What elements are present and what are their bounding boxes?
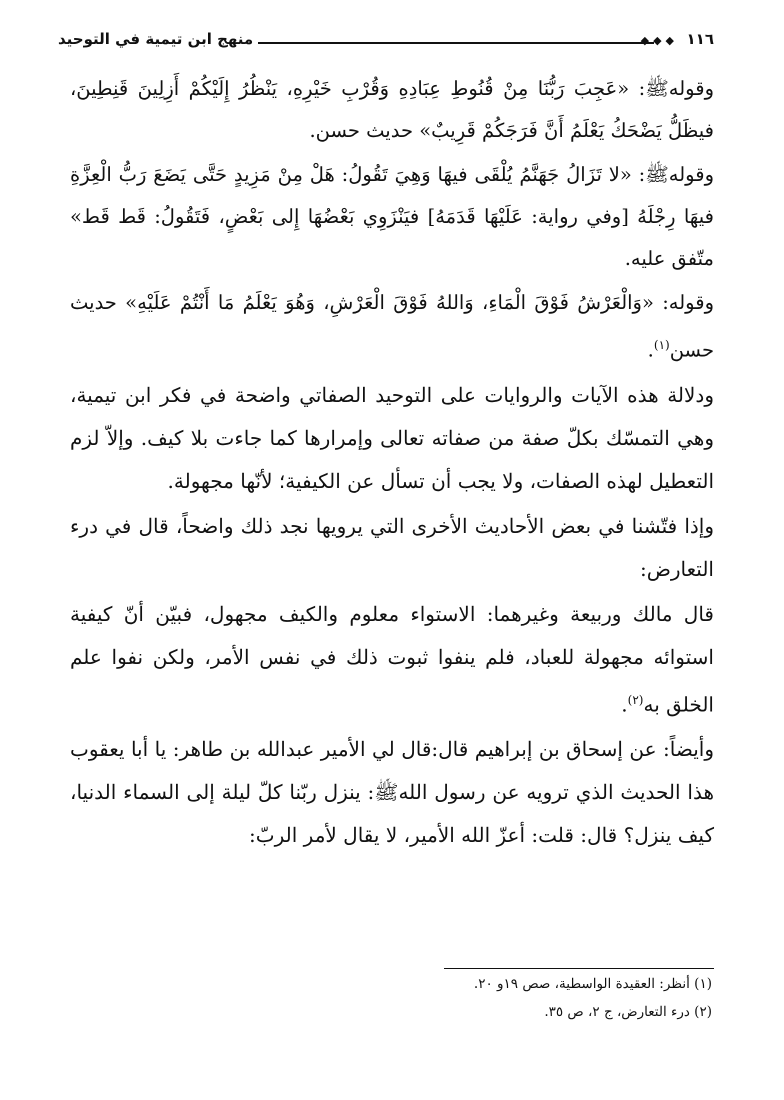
- running-title: منهج ابن تيمية في التوحيد: [58, 30, 254, 48]
- header-ornament-icon: ◆◆◆: [640, 34, 678, 47]
- paragraph-6-text: قال مالك وربيعة وغيرهما: الاستواء معلوم والكيف مجهول، فبيّن أنّ كيفية استوائه مجهولة للعباد، فلم ينفوا ثبوت ذلك في نفس الأمر، ولكن نفوا علم الخلق به: [70, 601, 714, 717]
- footnote-1: (١) أنظر: العقيدة الواسطية، صص ١٩و ٢٠.: [473, 976, 712, 992]
- page-header: [58, 30, 714, 54]
- main-text: [70, 68, 714, 859]
- paragraph-3-text: وقوله: «وَالْعَرْشُ فَوْقَ الْمَاءِ، وَاللهُ فَوْقَ الْعَرْشِ، وَهُوَ يَعْلَمُ مَا أَنْتُمْ عَلَيْهِ» حديث حسن: [70, 291, 714, 362]
- paragraph-5: [70, 505, 714, 591]
- header-rule: [258, 42, 654, 44]
- paragraph-6-end: .: [621, 692, 628, 717]
- paragraph-6: [70, 593, 714, 727]
- footnote-ref-2[interactable]: (٢): [627, 692, 644, 707]
- paragraph-3-end: .: [647, 338, 654, 362]
- paragraph-7-text: وأيضاً: عن إسحاق بن إبراهيم قال:قال لي الأمير عبدالله بن طاهر: يا أبا يعقوب هذا الحديث الذي ترويه عن رسول اللهﷺ: ينزل ربّنا كلّ ليلة إلى السماء الدنيا، كيف ينزل؟ قال: قلت: أعزّ الله الأمير، لا يقال لأمر الربّ:: [70, 737, 714, 848]
- paragraph-3: [70, 282, 714, 372]
- footnote-ref-1[interactable]: (١): [653, 338, 670, 352]
- paragraph-2: [70, 154, 714, 280]
- paragraph-2-text: وقولهﷺ: «لا تَزَالُ جَهَنَّمُ يُلْقَى فيهَا وَهِيَ تَقُولُ: هَلْ مِنْ مَزِيدٍ حَتَّى يَضَعَ رَبُّ الْعِزَّةِ فيهَا رِجْلَهُ [وفي رواية: عَلَيْهَا قَدَمَهُ] فيَنْزَوِي بَعْضُهَا إِلى بَعْضٍ، فَتَقُولُ: قَط قَط» متّفق عليه.: [70, 163, 714, 270]
- paragraph-7: [70, 728, 714, 857]
- paragraph-1: [70, 68, 714, 152]
- paragraph-5-text: وإذا فتّشنا في بعض الأحاديث الأخرى التي يرويها نجد ذلك واضحاً، قال في درء التعارض:: [70, 513, 714, 581]
- footnote-separator: [444, 968, 714, 969]
- paragraph-4-text: ودلالة هذه الآيات والروايات على التوحيد الصفاتي واضحة في فكر ابن تيمية، وهي التمسّك بكلّ صفة من صفاته تعالى وإمرارها كما جاءت بلا كيف. وإلاّ لزم التعطيل لهذه الصفات، ولا يجب أن تسأل عن الكيفية؛ لأنّها مجهولة.: [70, 382, 714, 493]
- page-number: ١١٦: [686, 30, 714, 48]
- footnotes: [340, 970, 712, 1026]
- footnote-2: (٢) درء التعارض، ج ٢، ص ٣٥.: [544, 1004, 712, 1020]
- paragraph-1-text: وقولهﷺ: «عَجِبَ رَبُّنَا مِنْ قُنُوطِ عِبَادِهِ وَقُرْبِ خَيْرِهِ، يَنْظُرُ إِلَيْكُمْ أَزِلِينَ قَنِطِينَ، فيظَلُّ يَضْحَكُ يَعْلَمُ أَنَّ فَرَجَكُمْ قَرِيبٌ» حديث حسن.: [70, 77, 714, 142]
- paragraph-4: [70, 374, 714, 503]
